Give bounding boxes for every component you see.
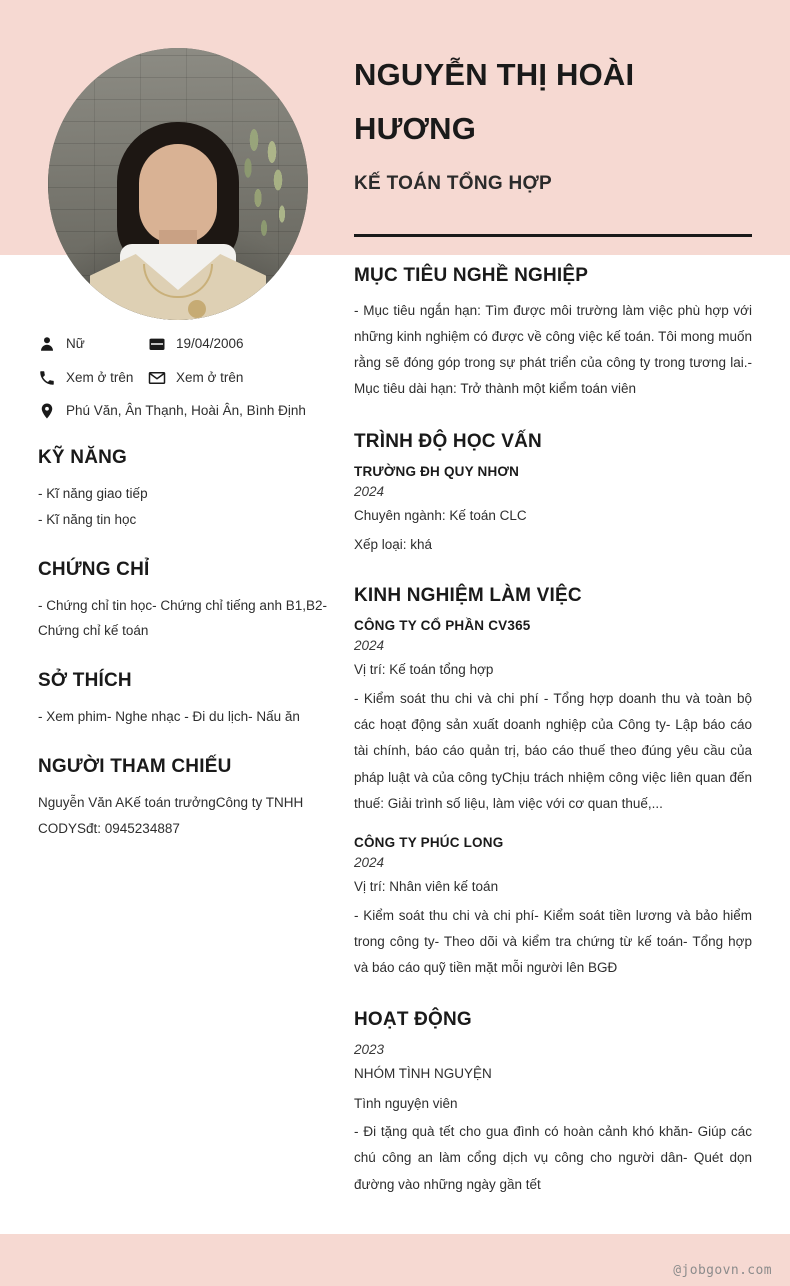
- page-title: NGUYỄN THỊ HOÀI HƯƠNG: [354, 57, 635, 147]
- photo-person-face: [139, 144, 217, 244]
- experience-year: 2024: [354, 638, 385, 654]
- section-title-activities: HOẠT ĐỘNG: [354, 1009, 472, 1031]
- section-activities: [354, 1009, 752, 1198]
- footer-band: [0, 1234, 790, 1286]
- section-experience: [354, 585, 752, 981]
- activity-role: Tình nguyện viên: [354, 1095, 458, 1111]
- section-objective: [354, 265, 752, 403]
- contact-phone: Xem ở trên: [66, 369, 134, 385]
- experience-position: Vị trí: Kế toán tổng hợp: [354, 662, 494, 678]
- email-icon: [148, 369, 166, 387]
- photo-foliage: [230, 126, 308, 246]
- section-title-education: TRÌNH ĐỘ HỌC VẤN: [354, 430, 542, 452]
- section-title-references: NGƯỜI THAM CHIẾU: [38, 756, 232, 778]
- experience-description: - Kiểm soát thu chi và chi phí - Tổng hợp doanh thu và toàn bộ các hoạt động sản xuất doanh nghiệp của Công ty- Lập báo cáo tài chính, báo cáo quản trị, báo cáo thuế theo đúng yêu cầu của pháp luật và của công tyChịu trách nhiệm công việc liên quan đến thuế: Giải trình số liệu, làm việc với cơ quan thuế,...: [354, 690, 752, 811]
- skill-item: - Kĩ năng tin học: [38, 511, 137, 527]
- section-hobbies: [38, 670, 328, 730]
- contact-info: [38, 334, 328, 421]
- hobbies-text: - Xem phim- Nghe nhạc - Đi du lịch- Nấu ăn: [38, 709, 300, 725]
- right-column: [354, 0, 752, 1198]
- activity-description: - Đi tặng quà tết cho gua đình có hoàn cảnh khó khăn- Giúp các chú công an làm cổng dịch vụ công cho người dân- Quét dọn đường vào những ngày gần tết: [354, 1124, 752, 1192]
- experience-entry: [354, 835, 752, 981]
- experience-entry: [354, 618, 752, 817]
- education-org: TRƯỜNG ĐH QUY NHƠN: [354, 463, 520, 479]
- contact-address: Phú Văn, Ân Thạnh, Hoài Ân, Bình Định: [66, 403, 306, 419]
- experience-position: Vị trí: Nhân viên kế toán: [354, 879, 499, 895]
- contact-email: Xem ở trên: [176, 369, 244, 385]
- section-skills: [38, 447, 328, 533]
- education-major: Chuyên ngành: Kế toán CLC: [354, 507, 527, 523]
- experience-org: CÔNG TY PHÚC LONG: [354, 835, 504, 851]
- phone-icon: [38, 369, 56, 387]
- section-title-skills: KỸ NĂNG: [38, 446, 128, 468]
- watermark: @jobgovn.com: [673, 1263, 772, 1278]
- education-entry: [354, 464, 752, 558]
- contact-birthday: 19/04/2006: [176, 336, 244, 351]
- education-year: 2024: [354, 483, 385, 499]
- experience-org: CÔNG TY CỔ PHẦN CV365: [354, 618, 531, 634]
- contact-gender: Nữ: [66, 336, 85, 351]
- certificates-text: - Chứng chỉ tin học- Chứng chỉ tiếng anh B1,B2- Chứng chỉ kế toán: [38, 597, 327, 639]
- section-title-hobbies: SỞ THÍCH: [38, 670, 132, 692]
- profile-photo: [48, 48, 308, 320]
- section-title-objective: MỤC TIÊU NGHỀ NGHIỆP: [354, 264, 589, 286]
- section-title-experience: KINH NGHIỆM LÀM VIỆC: [354, 585, 582, 607]
- section-education: [354, 431, 752, 558]
- calendar-icon: [148, 335, 166, 353]
- skill-item: - Kĩ năng giao tiếp: [38, 485, 148, 501]
- objective-text: - Mục tiêu ngắn hạn: Tìm được môi trường làm việc phù hợp với những kinh nghiệm có được về công việc kế toán. Tôi mong muốn rằng sẽ đóng góp trong sự phát triển của công ty trong tương lai.- Mục tiêu dài hạn: Trở thành một kiểm toán viên: [354, 302, 752, 397]
- section-references: [38, 756, 328, 842]
- references-text: Nguyễn Văn AKế toán trưởngCông ty TNHH CODYSđt: 0945234887: [38, 795, 304, 837]
- left-column: [38, 334, 328, 842]
- activity-year: 2023: [354, 1042, 385, 1058]
- experience-year: 2024: [354, 855, 385, 871]
- education-grade: Xếp loại: khá: [354, 537, 433, 553]
- location-pin-icon: [38, 402, 56, 420]
- header-divider: [354, 234, 752, 237]
- activity-entry: [354, 1042, 752, 1198]
- experience-description: - Kiểm soát thu chi và chi phí- Kiểm soát tiền lương và bảo hiểm trong công ty- Theo dõi và kiểm tra chứng từ kế toán- Tổng hợp và báo cáo quỹ tiền mặt mỗi người lên BGĐ: [354, 907, 752, 976]
- section-certificates: [38, 559, 328, 645]
- section-title-certificates: CHỨNG CHỈ: [38, 558, 150, 580]
- photo-image: [48, 48, 308, 320]
- person-icon: [38, 335, 56, 353]
- job-title: KẾ TOÁN TỔNG HỢP: [354, 172, 553, 194]
- activity-org: NHÓM TÌNH NGUYỆN: [354, 1066, 492, 1082]
